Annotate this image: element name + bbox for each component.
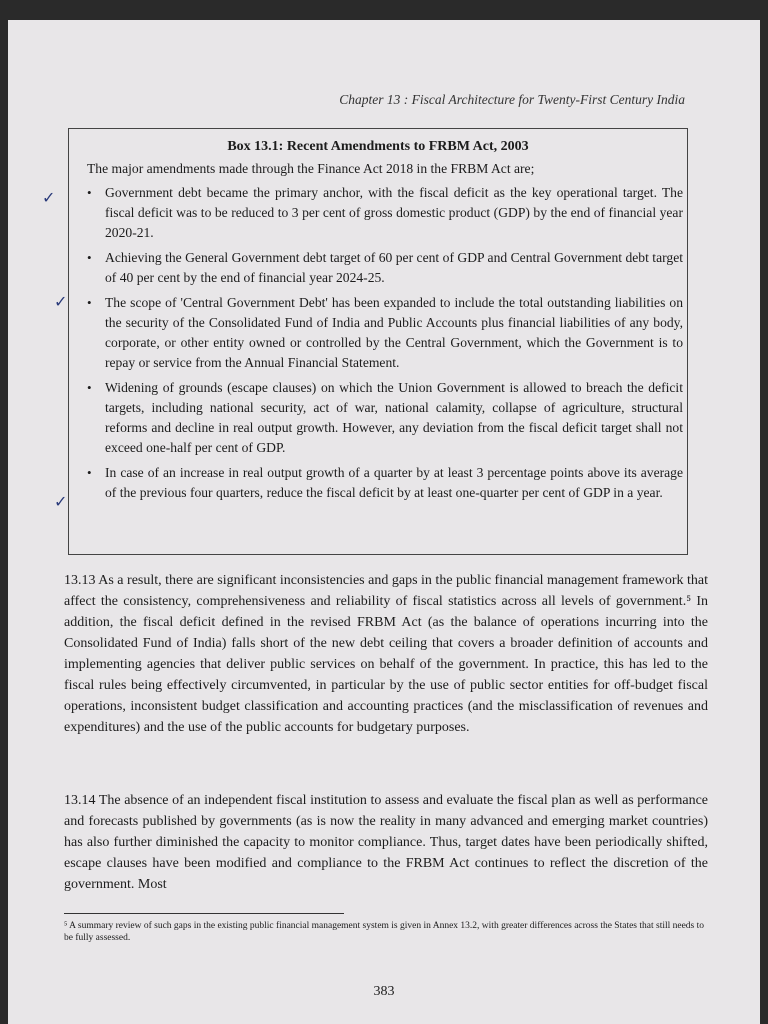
footnote: ⁵ A summary review of such gaps in the existing public financial management system is given in Annex 13.2, with greater differences across the States that still needs to be fully assessed. xyxy=(64,921,705,943)
paragraph-13-13: 13.13 As a result, there are significant inconsistencies and gaps in the public financial management framework that affect the consistency, comprehensiveness and reliability of fiscal statistics across all levels of government.⁵ In addition, the fiscal deficit defined in the revised FRBM Act (as the balance of operations incurring into the Consolidated Fund of India) falls short of the new debt ceiling that covers a broader definition of accounts and implementing agencies that deliver public services on behalf of the government. In practice, this has led to the fiscal rules being effectively circumvented, in particular by the use of public sector entities for off-budget fiscal operations, inconsistent budget classification and accounting practices (and the misclassification of revenues and expenditures) and the use of the public accounts for budgetary purposes. xyxy=(64,573,708,735)
list-item: • Widening of grounds (escape clauses) on which the Union Government is allowed to breach the deficit targets, including national security, act of war, national calamity, collapse of agriculture, structural reforms and decline in real output growth. However, any deviation from the fiscal deficit target shall not exceed one-half per cent of GDP. xyxy=(83,378,683,458)
footnote-rule xyxy=(64,913,344,914)
list-item: • Government debt became the primary anchor, with the fiscal deficit as the key operational target. The fiscal deficit was to be reduced to 3 per cent of gross domestic product (GDP) by the end of financial year 2020-21. xyxy=(83,183,683,243)
pen-mark-icon: ✓ xyxy=(54,292,68,311)
document-page xyxy=(8,20,760,1024)
box-title: Box 13.1: Recent Amendments to FRBM Act, 2003 xyxy=(227,139,529,154)
amendments-list xyxy=(83,183,683,508)
pen-mark-icon: ✓ xyxy=(42,188,56,207)
list-item: • The scope of 'Central Government Debt' has been expanded to include the total outstanding liabilities on the security of the Consolidated Fund of India and Public Accounts plus financial liabilities of any body, corporate, or other entity owned or controlled by the Central Government, which the Government is to repay or service from the Annual Financial Statement. xyxy=(83,293,683,373)
page-number: 383 xyxy=(373,984,395,999)
running-header: Chapter 13 : Fiscal Architecture for Twenty-First Century India xyxy=(339,92,685,107)
pen-mark-icon: ✓ xyxy=(54,492,68,511)
list-item: • Achieving the General Government debt target of 60 per cent of GDP and Central Government debt target of 40 per cent by the end of financial year 2024-25. xyxy=(83,248,683,288)
box-13-1 xyxy=(68,128,688,555)
box-intro: The major amendments made through the Finance Act 2018 in the FRBM Act are; xyxy=(87,161,535,176)
list-item: • In case of an increase in real output growth of a quarter by at least 3 percentage points above its average of the previous four quarters, reduce the fiscal deficit by at least one-quarter per cent of GDP in a year. xyxy=(83,463,683,503)
paragraph-13-14: 13.14 The absence of an independent fiscal institution to assess and evaluate the fiscal plan as well as performance and forecasts published by governments (as is now the reality in many advanced and emerging market countries) has also further diminished the capacity to monitor compliance. Thus, target dates have been periodically shifted, escape clauses have been modified and compliance to the FRBM Act continues to reflect the discretion of the government. Most xyxy=(64,793,708,892)
